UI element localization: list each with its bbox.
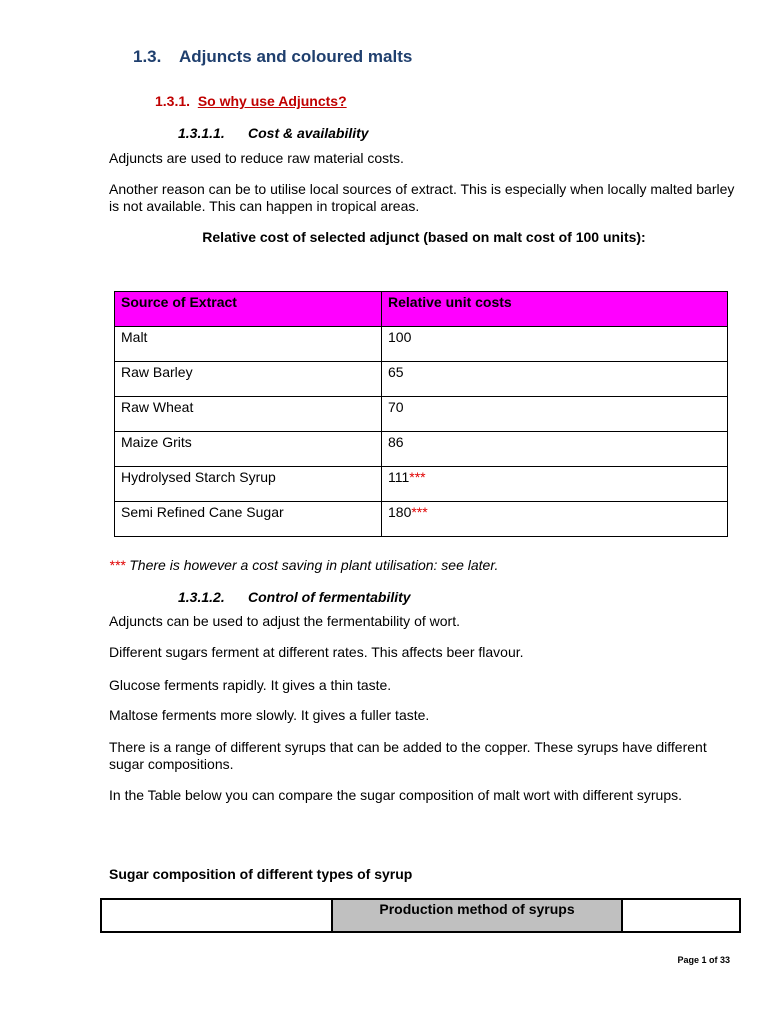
footnote-mark: ***: [109, 557, 126, 573]
relative-cost-table: [114, 291, 728, 537]
table-row: [115, 327, 728, 362]
paragraph: Adjuncts are used to reduce raw material costs.: [109, 150, 404, 166]
cell-cost: 86: [382, 432, 728, 467]
table-row: [115, 397, 728, 432]
subsubsection-number: 1.3.1.1.: [178, 125, 225, 141]
subsubsection-title: Control of fermentability: [248, 589, 411, 605]
subsubsection-number: 1.3.1.2.: [178, 589, 225, 605]
subsection-number: 1.3.1.: [155, 93, 191, 109]
paragraph: Glucose ferments rapidly. It gives a thin taste.: [109, 677, 392, 693]
footnote-text: There is however a cost saving in plant utilisation: see later.: [125, 557, 499, 573]
paragraph: In the Table below you can compare the sugar composition of malt wort with different syrups.: [109, 787, 683, 803]
cell-source: Raw Barley: [115, 362, 382, 397]
header-production-method: Production method of syrups: [332, 899, 622, 932]
cell-cost: 111***: [382, 467, 728, 502]
table-row: [115, 502, 728, 537]
paragraph: Maltose ferments more slowly. It gives a fuller taste.: [109, 707, 430, 723]
table-row: [115, 432, 728, 467]
table-row: [115, 467, 728, 502]
cell-cost: 100: [382, 327, 728, 362]
paragraph: Different sugars ferment at different rates. This affects beer flavour.: [109, 644, 524, 660]
sugar-composition-table: [100, 898, 741, 933]
empty-cell: [622, 899, 740, 932]
cell-source: Raw Wheat: [115, 397, 382, 432]
paragraph: There is a range of different syrups that can be added to the copper. These syrups have different sugar compositions.: [109, 739, 707, 772]
subsection-title: So why use Adjuncts?: [197, 93, 347, 109]
subsubsection-heading-cost: [178, 125, 369, 141]
subsection-heading: [155, 93, 347, 109]
table-caption: Relative cost of selected adjunct (based on malt cost of 100 units):: [202, 229, 646, 245]
table-row: [115, 362, 728, 397]
paragraph: Another reason can be to utilise local sources of extract. This is especially when locally malted barley is not available. This can happen in tropical areas.: [109, 181, 735, 214]
cell-source: Maize Grits: [115, 432, 382, 467]
subsubsection-title: Cost & availability: [248, 125, 369, 141]
cell-source: Malt: [115, 327, 382, 362]
table-header-row: [115, 292, 728, 327]
cell-cost: 65: [382, 362, 728, 397]
subsubsection-heading-fermentability: [178, 589, 411, 605]
table-header-row: [101, 899, 740, 932]
section-title: Adjuncts and coloured malts: [179, 47, 413, 66]
section-heading: [133, 47, 412, 67]
table-title: Sugar composition of different types of syrup: [109, 866, 413, 882]
empty-cell: [101, 899, 332, 932]
cell-cost: 70: [382, 397, 728, 432]
page-number: Page 1 of 33: [677, 955, 730, 965]
section-number: 1.3.: [133, 47, 162, 66]
cell-source: Semi Refined Cane Sugar: [115, 502, 382, 537]
cell-source: Hydrolysed Starch Syrup: [115, 467, 382, 502]
footnote: [109, 557, 498, 573]
cell-cost: 180***: [382, 502, 728, 537]
header-source: Source of Extract: [115, 292, 382, 327]
header-cost: Relative unit costs: [382, 292, 728, 327]
paragraph: Adjuncts can be used to adjust the fermentability of wort.: [109, 613, 460, 629]
